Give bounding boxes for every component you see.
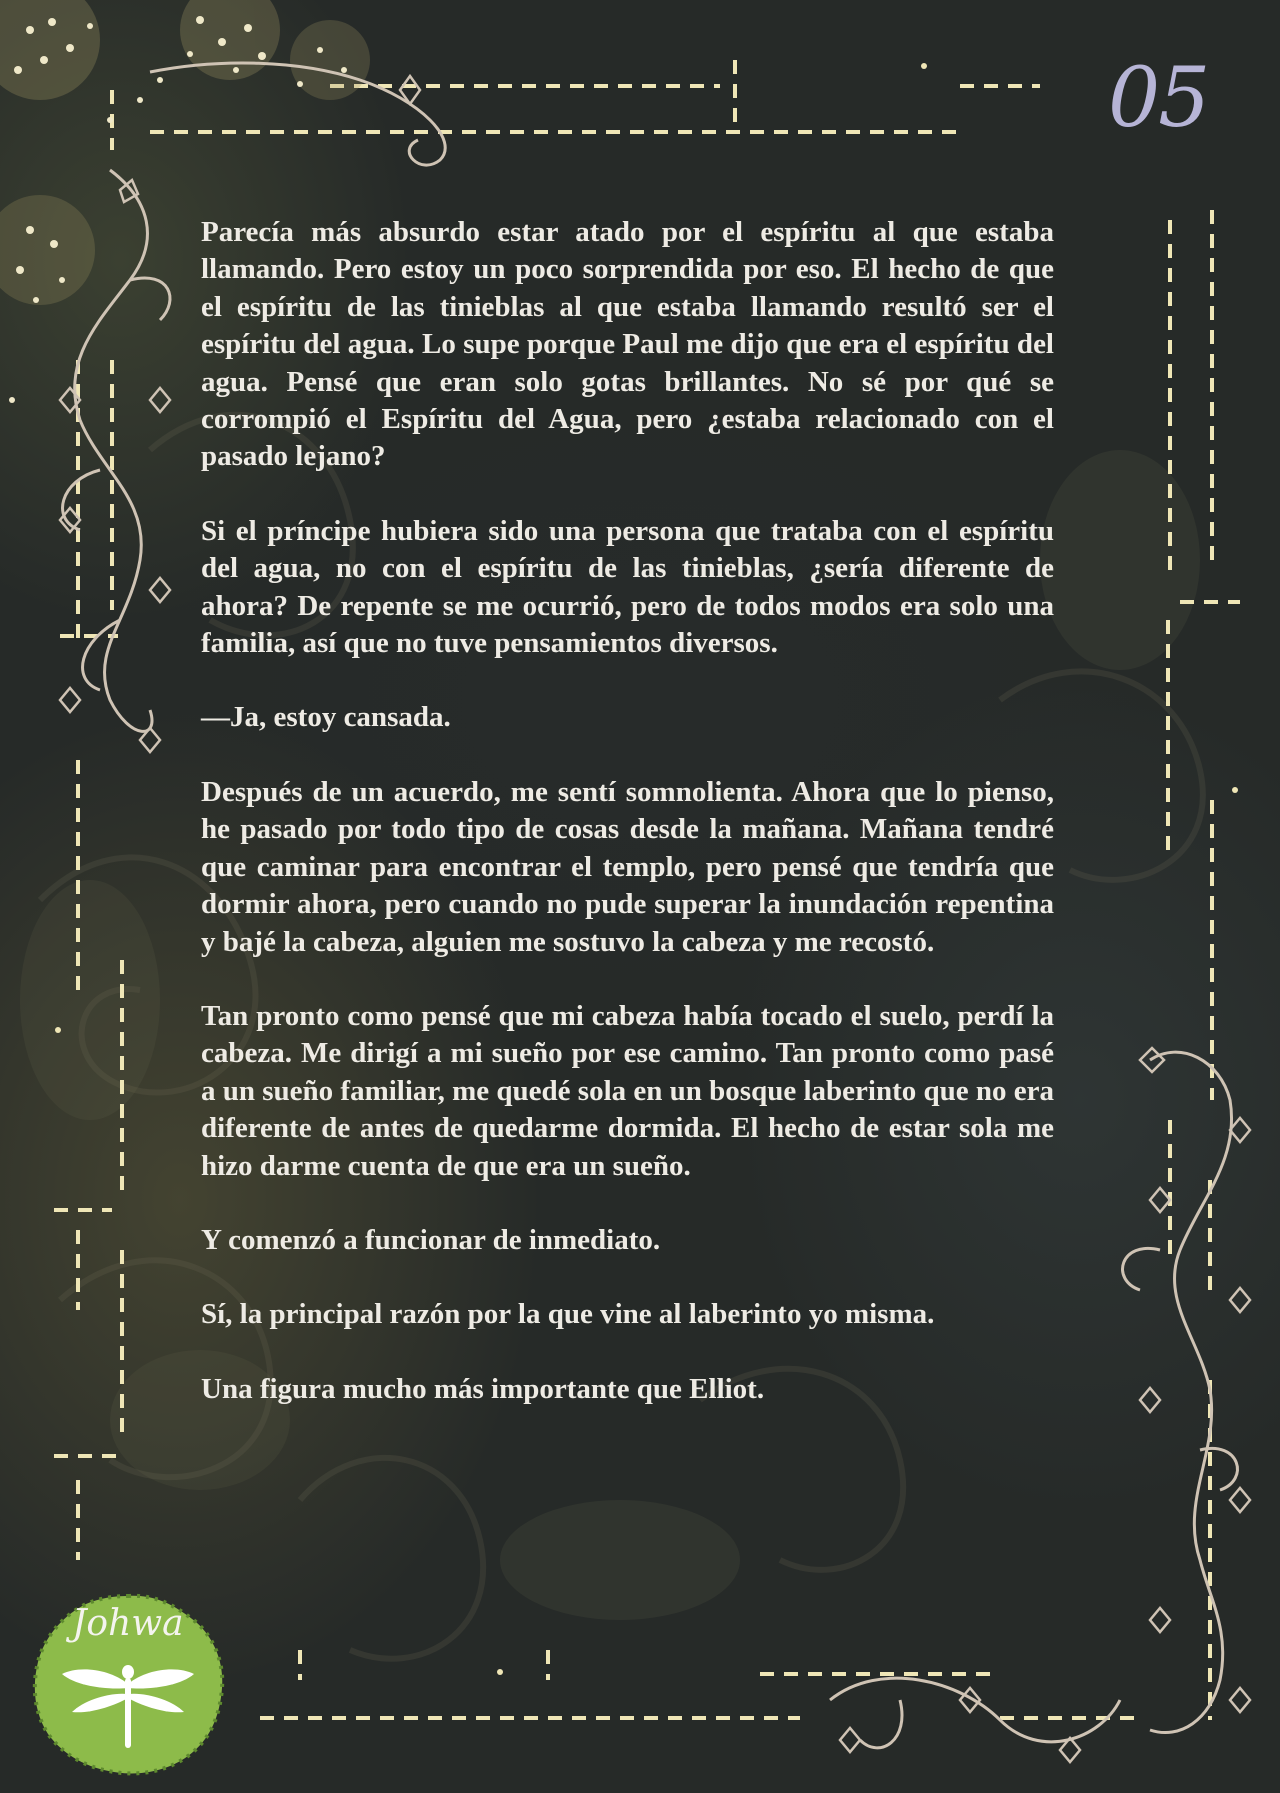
paragraph: Sí, la principal razón por la que vine al laberinto yo misma. <box>201 1298 935 1331</box>
paragraph: —Ja, estoy cansada. <box>201 701 451 734</box>
paragraph: Tan pronto como pensé que mi cabeza había tocado el suelo, perdí la cabeza. Me dirigí a mi sueño por ese camino. Tan pronto como pasé a un sueño familiar, me quedé sola en un bosque laberinto que no era diferente de antes de quedarme dormida. El hecho de estar sola me hizo darme cuenta de que era un sueño. <box>201 999 1054 1182</box>
story-text-body <box>201 214 1054 1445</box>
paragraph: Parecía más absurdo estar atado por el espíritu al que estaba llamando. Pero estoy un poco sorprendida por eso. El hecho de que el espíritu de las tinieblas al que estaba llamando resultó ser el espíritu del agua. Lo supe porque Paul me dijo que era el espíritu del agua. Pensé que eran solo gotas brillantes. No sé por qué se corrompió el Espíritu del Agua, pero ¿estaba relacionado con el pasado lejano? <box>201 216 1054 473</box>
paragraph: Si el príncipe hubiera sido una persona que trataba con el espíritu del agua, no con el espíritu de las tinieblas, ¿sería diferente de ahora? De repente se me ocurrió, pero de todos modos era solo una familia, así que no tuve pensamientos diversos. <box>201 514 1054 660</box>
logo-text: Johwa <box>72 1603 184 1644</box>
paragraph: Después de un acuerdo, me sentí somnolienta. Ahora que lo pienso, he pasado por todo tipo de cosas desde la mañana. Mañana tendré que caminar para encontrar el templo, pero pensé que tendría que dormir ahora, pero cuando no pude superar la inundación repentina y bajé la cabeza, alguien me sostuvo la cabeza y me recostó. <box>201 775 1054 958</box>
paragraph: Y comenzó a funcionar de inmediato. <box>201 1223 661 1256</box>
page-number: 05 <box>1108 51 1209 146</box>
paragraph: Una figura mucho más importante que Elliot. <box>201 1372 765 1405</box>
